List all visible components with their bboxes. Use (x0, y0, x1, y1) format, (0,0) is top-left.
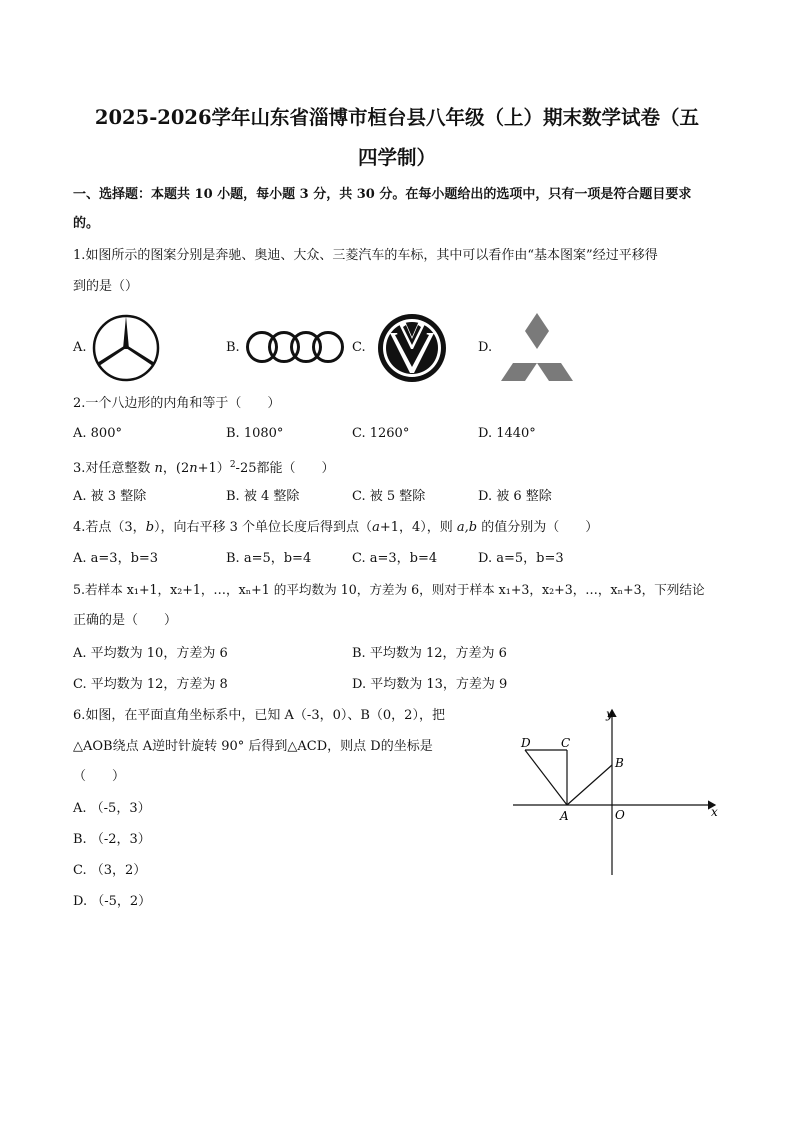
page-title-cont: 四学制） (357, 146, 436, 169)
coordinate-figure (505, 700, 735, 880)
q6-stem: 6.如图，在平面直角坐标系中，已知 A（-3，0）、B（0，2），把 (73, 708, 445, 723)
q6-option-b: B. （-2，3） (73, 832, 151, 847)
q2-option-b: B. 1080° (226, 426, 284, 441)
q4-option-d: D. a=5，b=3 (478, 551, 564, 566)
q4-option-c: C. a=3，b=4 (352, 551, 438, 566)
q2-option-c: C. 1260° (352, 426, 410, 441)
q3-option-c: C. 被 5 整除 (352, 489, 426, 504)
q5-option-d: D. 平均数为 13，方差为 9 (352, 677, 508, 692)
q5-option-b: B. 平均数为 12，方差为 6 (352, 646, 507, 661)
section-heading: 一、选择题：本题共 10 小题，每小题 3 分，共 30 分。在每小题给出的选项中，只有一项是符合题目要求 (73, 187, 692, 202)
label-d: D (521, 736, 531, 750)
label-x: x (711, 805, 718, 819)
q6-stem-end: （ ） (73, 769, 126, 784)
q5-option-c: C. 平均数为 12，方差为 8 (73, 677, 228, 692)
audi-logo-icon (245, 330, 347, 364)
q2-option-d: D. 1440° (478, 426, 536, 441)
label-y: y (606, 707, 613, 721)
q3-option-a: A. 被 3 整除 (73, 489, 147, 504)
q1-option-d: D. (478, 340, 493, 355)
page-title: 2025-2026学年山东省淄博市桓台县八年级（上）期末数学试卷（五 (94, 106, 700, 129)
q1-option-a: A. (73, 340, 87, 355)
q3-option-b: B. 被 4 整除 (226, 489, 300, 504)
q4-option-a: A. a=3，b=3 (73, 551, 159, 566)
q5-option-a: A. 平均数为 10，方差为 6 (73, 646, 228, 661)
q3-stem: 3.对任意整数 n，(2n+1）$^2$-25都能（ ） (73, 460, 335, 476)
q2-stem: 2.一个八边形的内角和等于（ ） (73, 396, 281, 411)
mercedes-logo-icon (91, 313, 161, 383)
q6-option-d: D. （-5，2） (73, 894, 152, 909)
q4-option-b: B. a=5，b=4 (226, 551, 312, 566)
mitsubishi-logo-icon (496, 311, 578, 383)
q1-option-c: C. (352, 340, 366, 355)
q3-option-d: D. 被 6 整除 (478, 489, 552, 504)
q1-stem-cont: 到的是（） (73, 279, 139, 294)
q1-option-b: B. (226, 340, 240, 355)
q1-stem: 1.如图所示的图案分别是奔驰、奥迪、大众、三菱汽车的车标，其中可以看作由“基本图案”经过平移得 (73, 248, 658, 263)
q6-option-c: C. （3，2） (73, 863, 147, 878)
q2-option-a: A. 800° (73, 426, 122, 441)
q6-option-a: A. （-5，3） (73, 801, 151, 816)
q6-stem-cont: △AOB绕点 A逆时针旋转 90° 后得到△ACD，则点 D的坐标是 (73, 739, 433, 754)
q4-stem: 4.若点（3，b），向右平移 3 个单位长度后得到点（a+1，4），则 a,b 的值分别为（ ） (73, 520, 599, 535)
volkswagen-logo-icon (377, 313, 447, 383)
q5-stem: 5.若样本 x₁+1，x₂+1，…，xₙ+1 的平均数为 10，方差为 6，则对于样本 x₁+3，x₂+3，…，xₙ+3，下列结论 (73, 582, 705, 597)
section-heading-cont: 的。 (73, 216, 100, 231)
label-c: C (561, 736, 571, 750)
q5-stem-cont: 正确的是（ ） (73, 613, 178, 628)
label-b: B (615, 756, 624, 770)
label-a: A (560, 809, 569, 823)
label-o: O (615, 808, 625, 822)
